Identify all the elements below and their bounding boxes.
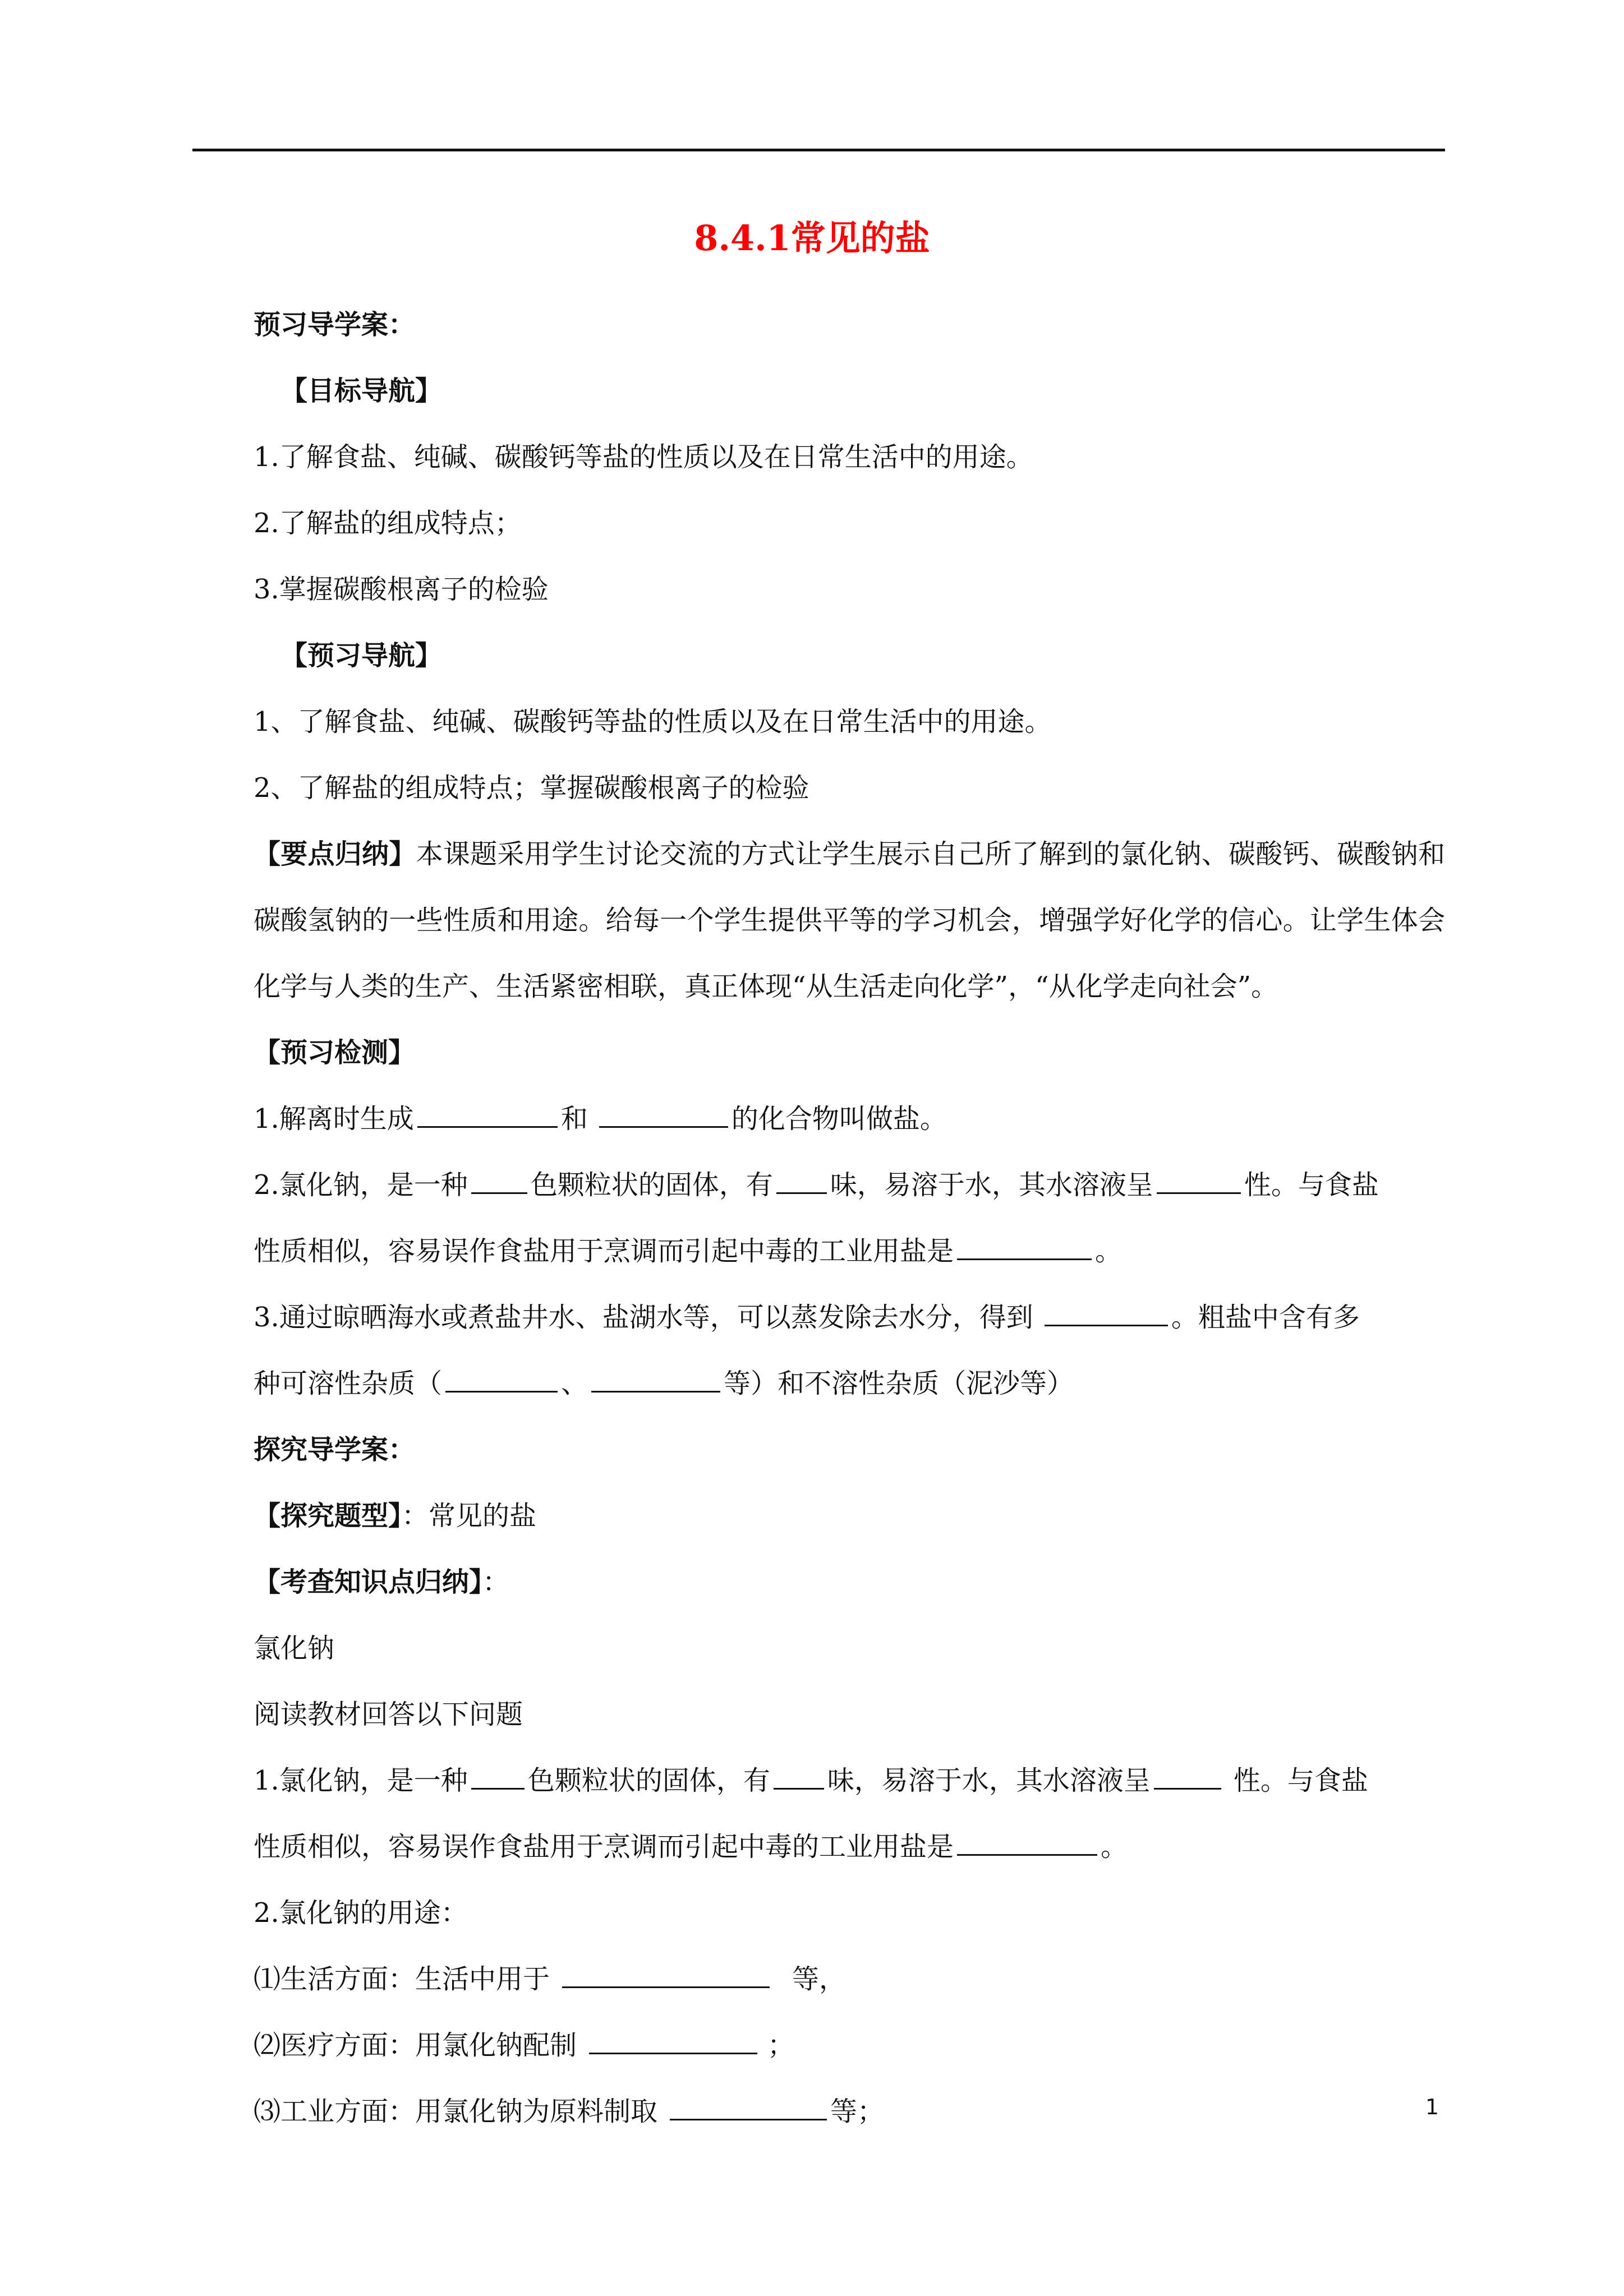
nacl-use-industry: ⑶工业方面：用氯化钠为原料制取 等； [254, 2096, 885, 2127]
preview-check-q1: 1.解离时生成 和 的化合物叫做盐。 [254, 1103, 947, 1135]
key-points-paragraph [254, 821, 1445, 1020]
preview-nav-item: 2、了解盐的组成特点；掌握碳酸根离子的检验 [254, 772, 809, 804]
section-heading-preview: 预习导学案： [254, 309, 416, 340]
answer-blank[interactable] [1154, 1765, 1221, 1790]
key-points-text: 本课题采用学生讨论交流的方式让学生展示自己所了解到的氯化钠、碳酸钙、碳酸钠和碳酸氢钠的一些性质和用途。给每一个学生提供平等的学习机会，增强学好化学的信心。让学生体会化学与人类的生产、生活紧密相联，真正体现“从生活走向化学”，“从化学走向社会”。 [254, 838, 1445, 1002]
nacl-use-medical: ⑵医疗方面：用氯化钠配制 ； [254, 2030, 795, 2061]
header-rule [192, 149, 1445, 151]
key-points-heading: 【要点归纳】 [254, 838, 416, 870]
answer-blank[interactable] [599, 1104, 728, 1128]
page-title: 8.4.1常见的盐 [694, 218, 930, 259]
answer-blank[interactable] [589, 2030, 757, 2054]
answer-blank[interactable] [417, 1104, 558, 1128]
answer-blank[interactable] [562, 1964, 770, 1988]
preview-nav-item: 1、了解食盐、纯碱、碳酸钙等盐的性质以及在日常生活中的用途。 [254, 706, 1052, 737]
nacl-uses-heading: 2.氯化钠的用途： [254, 1897, 468, 1929]
goals-heading: 【目标导航】 [280, 375, 443, 407]
read-instruction: 阅读教材回答以下问题 [254, 1699, 523, 1730]
goal-item: 2.了解盐的组成特点； [254, 508, 522, 539]
nacl-label: 氯化钠 [254, 1633, 335, 1664]
nacl-q1-line2: 性质相似，容易误作食盐用于烹调而引起中毒的工业用盐是 。 [254, 1831, 1128, 1862]
answer-blank[interactable] [776, 1170, 827, 1194]
document-body [254, 292, 1445, 2145]
preview-check-heading: 【预习检测】 [254, 1037, 416, 1068]
goal-item: 3.掌握碳酸根离子的检验 [254, 574, 549, 605]
preview-check-q3-line2: 种可溶性杂质（ 、 等）和不溶性杂质（泥沙等） [254, 1368, 1074, 1399]
answer-blank[interactable] [471, 1765, 525, 1790]
answer-blank[interactable] [957, 1236, 1092, 1260]
answer-blank[interactable] [591, 1368, 720, 1393]
nacl-use-life: ⑴生活方面：生活中用于 等， [254, 1963, 846, 1995]
page-number: 1 [1425, 2095, 1439, 2119]
answer-blank[interactable] [774, 1765, 824, 1790]
section-heading-explore: 探究导学案： [254, 1434, 416, 1465]
preview-nav-heading: 【预习导航】 [280, 640, 443, 671]
answer-blank[interactable] [445, 1368, 558, 1393]
answer-blank[interactable] [1045, 1302, 1168, 1326]
nacl-q1-line1: 1.氯化钠，是一种 色颗粒状的固体，有 味，易溶于水，其水溶液呈 性。与食盐 [254, 1765, 1368, 1796]
explore-type-line: 【探究题型】：常见的盐 [254, 1500, 537, 1532]
answer-blank[interactable] [1157, 1170, 1241, 1194]
answer-blank[interactable] [471, 1170, 527, 1194]
preview-check-q2-line2: 性质相似，容易误作食盐用于烹调而引起中毒的工业用盐是 。 [254, 1235, 1122, 1267]
answer-blank[interactable] [957, 1832, 1097, 1856]
answer-blank[interactable] [670, 2096, 827, 2120]
goal-item: 1.了解食盐、纯碱、碳酸钙等盐的性质以及在日常生活中的用途。 [254, 441, 1033, 473]
preview-check-q2-line1: 2.氯化钠，是一种 色颗粒状的固体，有 味，易溶于水，其水溶液呈 性。与食盐 [254, 1169, 1379, 1201]
preview-check-q3-line1: 3.通过晾晒海水或煮盐井水、盐湖水等，可以蒸发除去水分，得到 。粗盐中含有多 [254, 1302, 1360, 1333]
exam-points-line: 【考查知识点归纳】： [254, 1566, 510, 1598]
